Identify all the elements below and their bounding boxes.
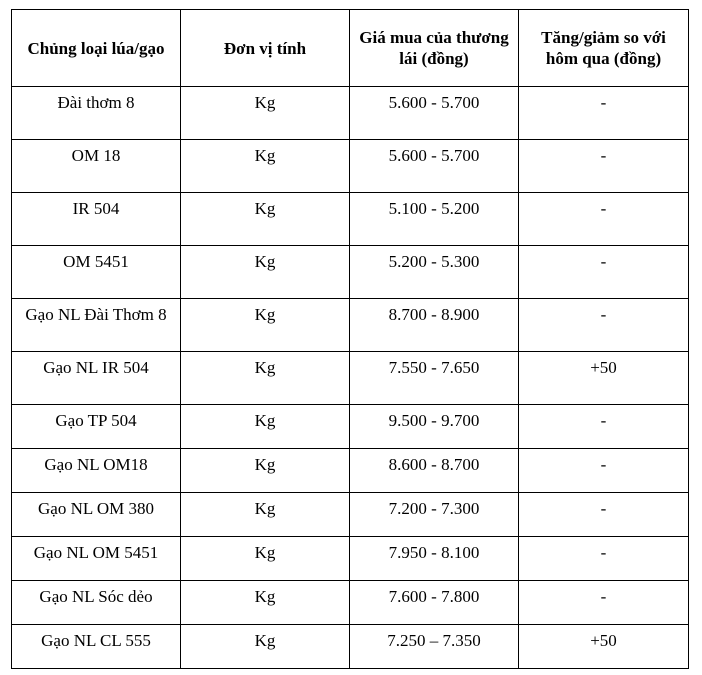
cell-change: - [519,537,689,581]
cell-unit: Kg [181,352,350,405]
cell-rice-type: Gạo NL Đài Thơm 8 [12,299,181,352]
table-row [12,87,689,140]
cell-price: 7.600 - 7.800 [350,581,519,625]
header-change: Tăng/giảm so với hôm qua (đồng) [519,10,689,87]
cell-unit: Kg [181,537,350,581]
table-row [12,140,689,193]
cell-price: 5.600 - 5.700 [350,140,519,193]
cell-unit: Kg [181,449,350,493]
cell-rice-type: Gạo NL OM 380 [12,493,181,537]
table-row [12,352,689,405]
table-row [12,581,689,625]
cell-rice-type: Gạo NL IR 504 [12,352,181,405]
cell-unit: Kg [181,581,350,625]
table-row [12,625,689,669]
cell-change: - [519,246,689,299]
cell-rice-type: Gạo NL CL 555 [12,625,181,669]
cell-change: +50 [519,625,689,669]
cell-unit: Kg [181,87,350,140]
cell-unit: Kg [181,193,350,246]
cell-rice-type: Gạo TP 504 [12,405,181,449]
header-rice-type: Chủng loại lúa/gạo [12,10,181,87]
cell-rice-type: OM 5451 [12,246,181,299]
cell-price: 5.100 - 5.200 [350,193,519,246]
cell-price: 7.950 - 8.100 [350,537,519,581]
cell-rice-type: Gạo NL OM 5451 [12,537,181,581]
cell-price: 5.600 - 5.700 [350,87,519,140]
cell-unit: Kg [181,625,350,669]
header-trader-price: Giá mua của thương lái (đồng) [350,10,519,87]
cell-unit: Kg [181,299,350,352]
cell-price: 5.200 - 5.300 [350,246,519,299]
cell-price: 8.700 - 8.900 [350,299,519,352]
table-row [12,299,689,352]
table-row [12,193,689,246]
cell-unit: Kg [181,493,350,537]
cell-price: 7.250 – 7.350 [350,625,519,669]
cell-unit: Kg [181,246,350,299]
cell-change: - [519,193,689,246]
table-row [12,405,689,449]
cell-change: - [519,299,689,352]
cell-price: 9.500 - 9.700 [350,405,519,449]
cell-price: 7.200 - 7.300 [350,493,519,537]
header-row [12,10,689,87]
header-unit: Đơn vị tính [181,10,350,87]
cell-unit: Kg [181,140,350,193]
cell-rice-type: Gạo NL OM18 [12,449,181,493]
table-row [12,493,689,537]
cell-rice-type: Đài thơm 8 [12,87,181,140]
cell-price: 8.600 - 8.700 [350,449,519,493]
cell-change: - [519,493,689,537]
cell-rice-type: Gạo NL Sóc dẻo [12,581,181,625]
table-row [12,537,689,581]
cell-change: +50 [519,352,689,405]
cell-change: - [519,581,689,625]
cell-rice-type: IR 504 [12,193,181,246]
rice-price-table [11,9,689,669]
cell-change: - [519,449,689,493]
cell-change: - [519,140,689,193]
cell-rice-type: OM 18 [12,140,181,193]
cell-change: - [519,87,689,140]
cell-price: 7.550 - 7.650 [350,352,519,405]
cell-change: - [519,405,689,449]
table-row [12,449,689,493]
table-row [12,246,689,299]
cell-unit: Kg [181,405,350,449]
